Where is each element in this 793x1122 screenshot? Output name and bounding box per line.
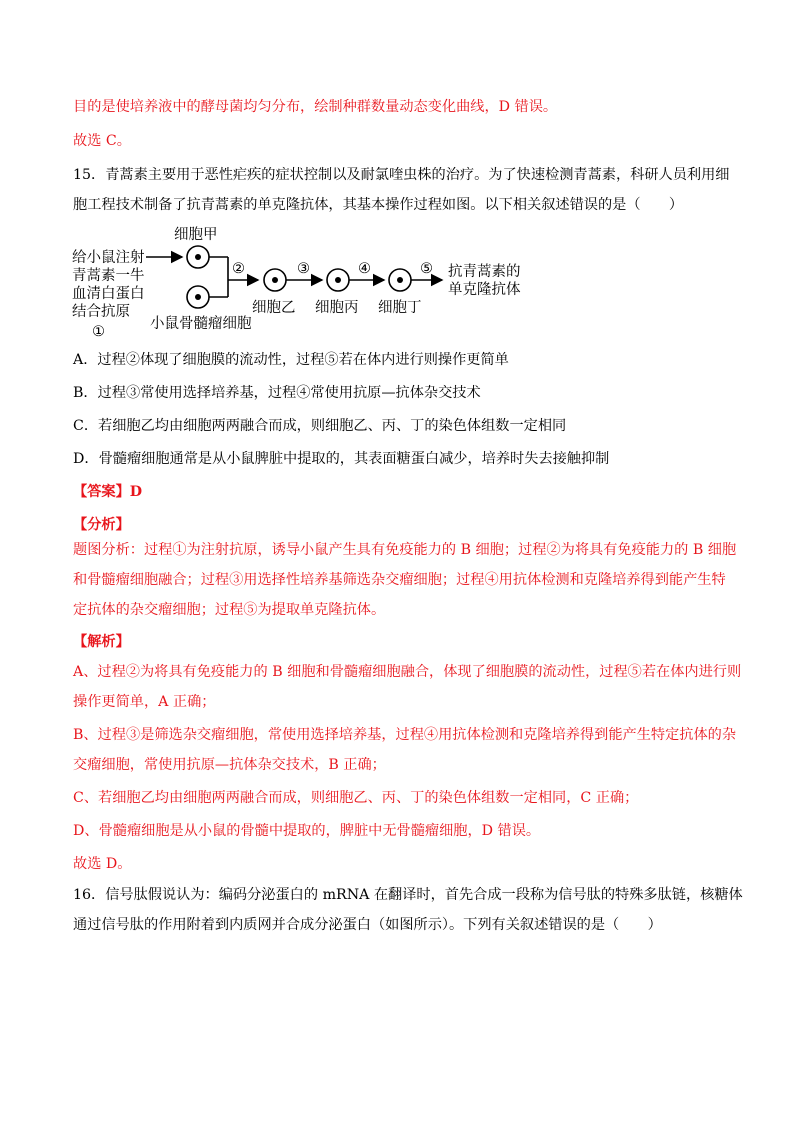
text-line: 故选 C。 [73, 133, 131, 149]
inject-label-3: 血清白蛋白 [72, 286, 145, 302]
analysis-heading: 【分析】 [73, 517, 130, 533]
option-c: C．若细胞乙均由细胞两两融合而成，则细胞乙、丙、丁的染色体组数一定相同 [73, 418, 567, 434]
cell-a-label: 细胞甲 [174, 227, 218, 243]
question-15-stem: 胞工程技术制备了抗青蒿素的单克隆抗体，其基本操作过程如图。以下相关叙述错误的是（ ） [73, 197, 684, 213]
analysis-text: 题图分析：过程①为注射抗原，诱导小鼠产生具有免疫能力的 B 细胞；过程②为将具有免疫能力的 B 细胞 [73, 542, 737, 558]
monoclonal-antibody-diagram [70, 222, 540, 340]
analysis-text: 定抗体的杂交瘤细胞；过程⑤为提取单克隆抗体。 [73, 602, 386, 618]
explanation-text: B、过程③是筛选杂交瘤细胞，常使用选择培养基，过程④用抗体检测和克隆培养得到能产生特定抗体的杂 [73, 727, 737, 743]
cell-b-label: 细胞乙 [252, 300, 296, 316]
step-4-label: ④ [358, 261, 371, 277]
explanation-text: 故选 D。 [73, 856, 132, 872]
cell-d-nucleus-icon [397, 277, 403, 283]
myeloma-label: 小鼠骨髓瘤细胞 [150, 316, 252, 332]
myeloma-nucleus-icon [195, 294, 201, 300]
explanation-text: C、若细胞乙均由细胞两两融合而成，则细胞乙、丙、丁的染色体组数一定相同，C 正确； [73, 790, 639, 806]
explanation-text: A、过程②为将具有免疫能力的 B 细胞和骨髓瘤细胞融合，体现了细胞膜的流动性，过程⑤若在体内进行则 [73, 664, 742, 680]
step-2-label: ② [232, 261, 245, 277]
option-b: B．过程③常使用选择培养基，过程④常使用抗原—抗体杂交技术 [73, 385, 481, 401]
answer-label: 【答案】D [73, 484, 143, 500]
option-d: D．骨髓瘤细胞通常是从小鼠脾脏中提取的，其表面糖蛋白减少，培养时失去接触抑制 [73, 451, 610, 467]
step-5-label: ⑤ [420, 261, 433, 277]
product-label-1: 抗青蒿素的 [448, 264, 521, 280]
cell-c-label: 细胞丙 [315, 300, 359, 316]
step-1-label: ① [92, 324, 105, 340]
inject-label-2: 青蒿素一牛 [72, 268, 145, 284]
option-a: A．过程②体现了细胞膜的流动性，过程⑤若在体内进行则操作更简单 [73, 352, 509, 368]
explanation-heading: 【解析】 [73, 634, 130, 650]
analysis-text: 和骨髓瘤细胞融合；过程③用选择性培养基筛选杂交瘤细胞；过程④用抗体检测和克隆培养得到能产生特 [73, 572, 726, 588]
explanation-text: 操作更简单，A 正确； [73, 694, 216, 710]
cell-b-nucleus-icon [272, 277, 278, 283]
text-line: 目的是使培养液中的酵母菌均匀分布，绘制种群数量动态变化曲线，D 错误。 [73, 99, 558, 115]
explanation-text: 交瘤细胞，常使用抗原—抗体杂交技术，B 正确； [73, 757, 386, 773]
question-16-stem: 通过信号肽的作用附着到内质网并合成分泌蛋白（如图所示）。下列有关叙述错误的是（ ） [73, 917, 662, 933]
cell-a-nucleus-icon [195, 254, 201, 260]
cell-d-label: 细胞丁 [378, 300, 422, 316]
inject-label-4: 结合抗原 [72, 304, 130, 320]
question-16-stem: 16．信号肽假说认为：编码分泌蛋白的 mRNA 在翻译时，首先合成一段称为信号肽的特殊多肽链，核糖体 [73, 887, 743, 903]
step-3-label: ③ [297, 261, 310, 277]
product-label-2: 单克隆抗体 [448, 282, 521, 298]
inject-label-1: 给小鼠注射 [72, 250, 145, 266]
cell-c-nucleus-icon [335, 277, 341, 283]
question-15-stem: 15．青蒿素主要用于恶性疟疾的症状控制以及耐氯喹虫株的治疗。为了快速检测青蒿素，科研人员利用细 [73, 167, 730, 183]
explanation-text: D、骨髓瘤细胞是从小鼠的骨髓中提取的，脾脏中无骨髓瘤细胞，D 错误。 [73, 823, 541, 839]
